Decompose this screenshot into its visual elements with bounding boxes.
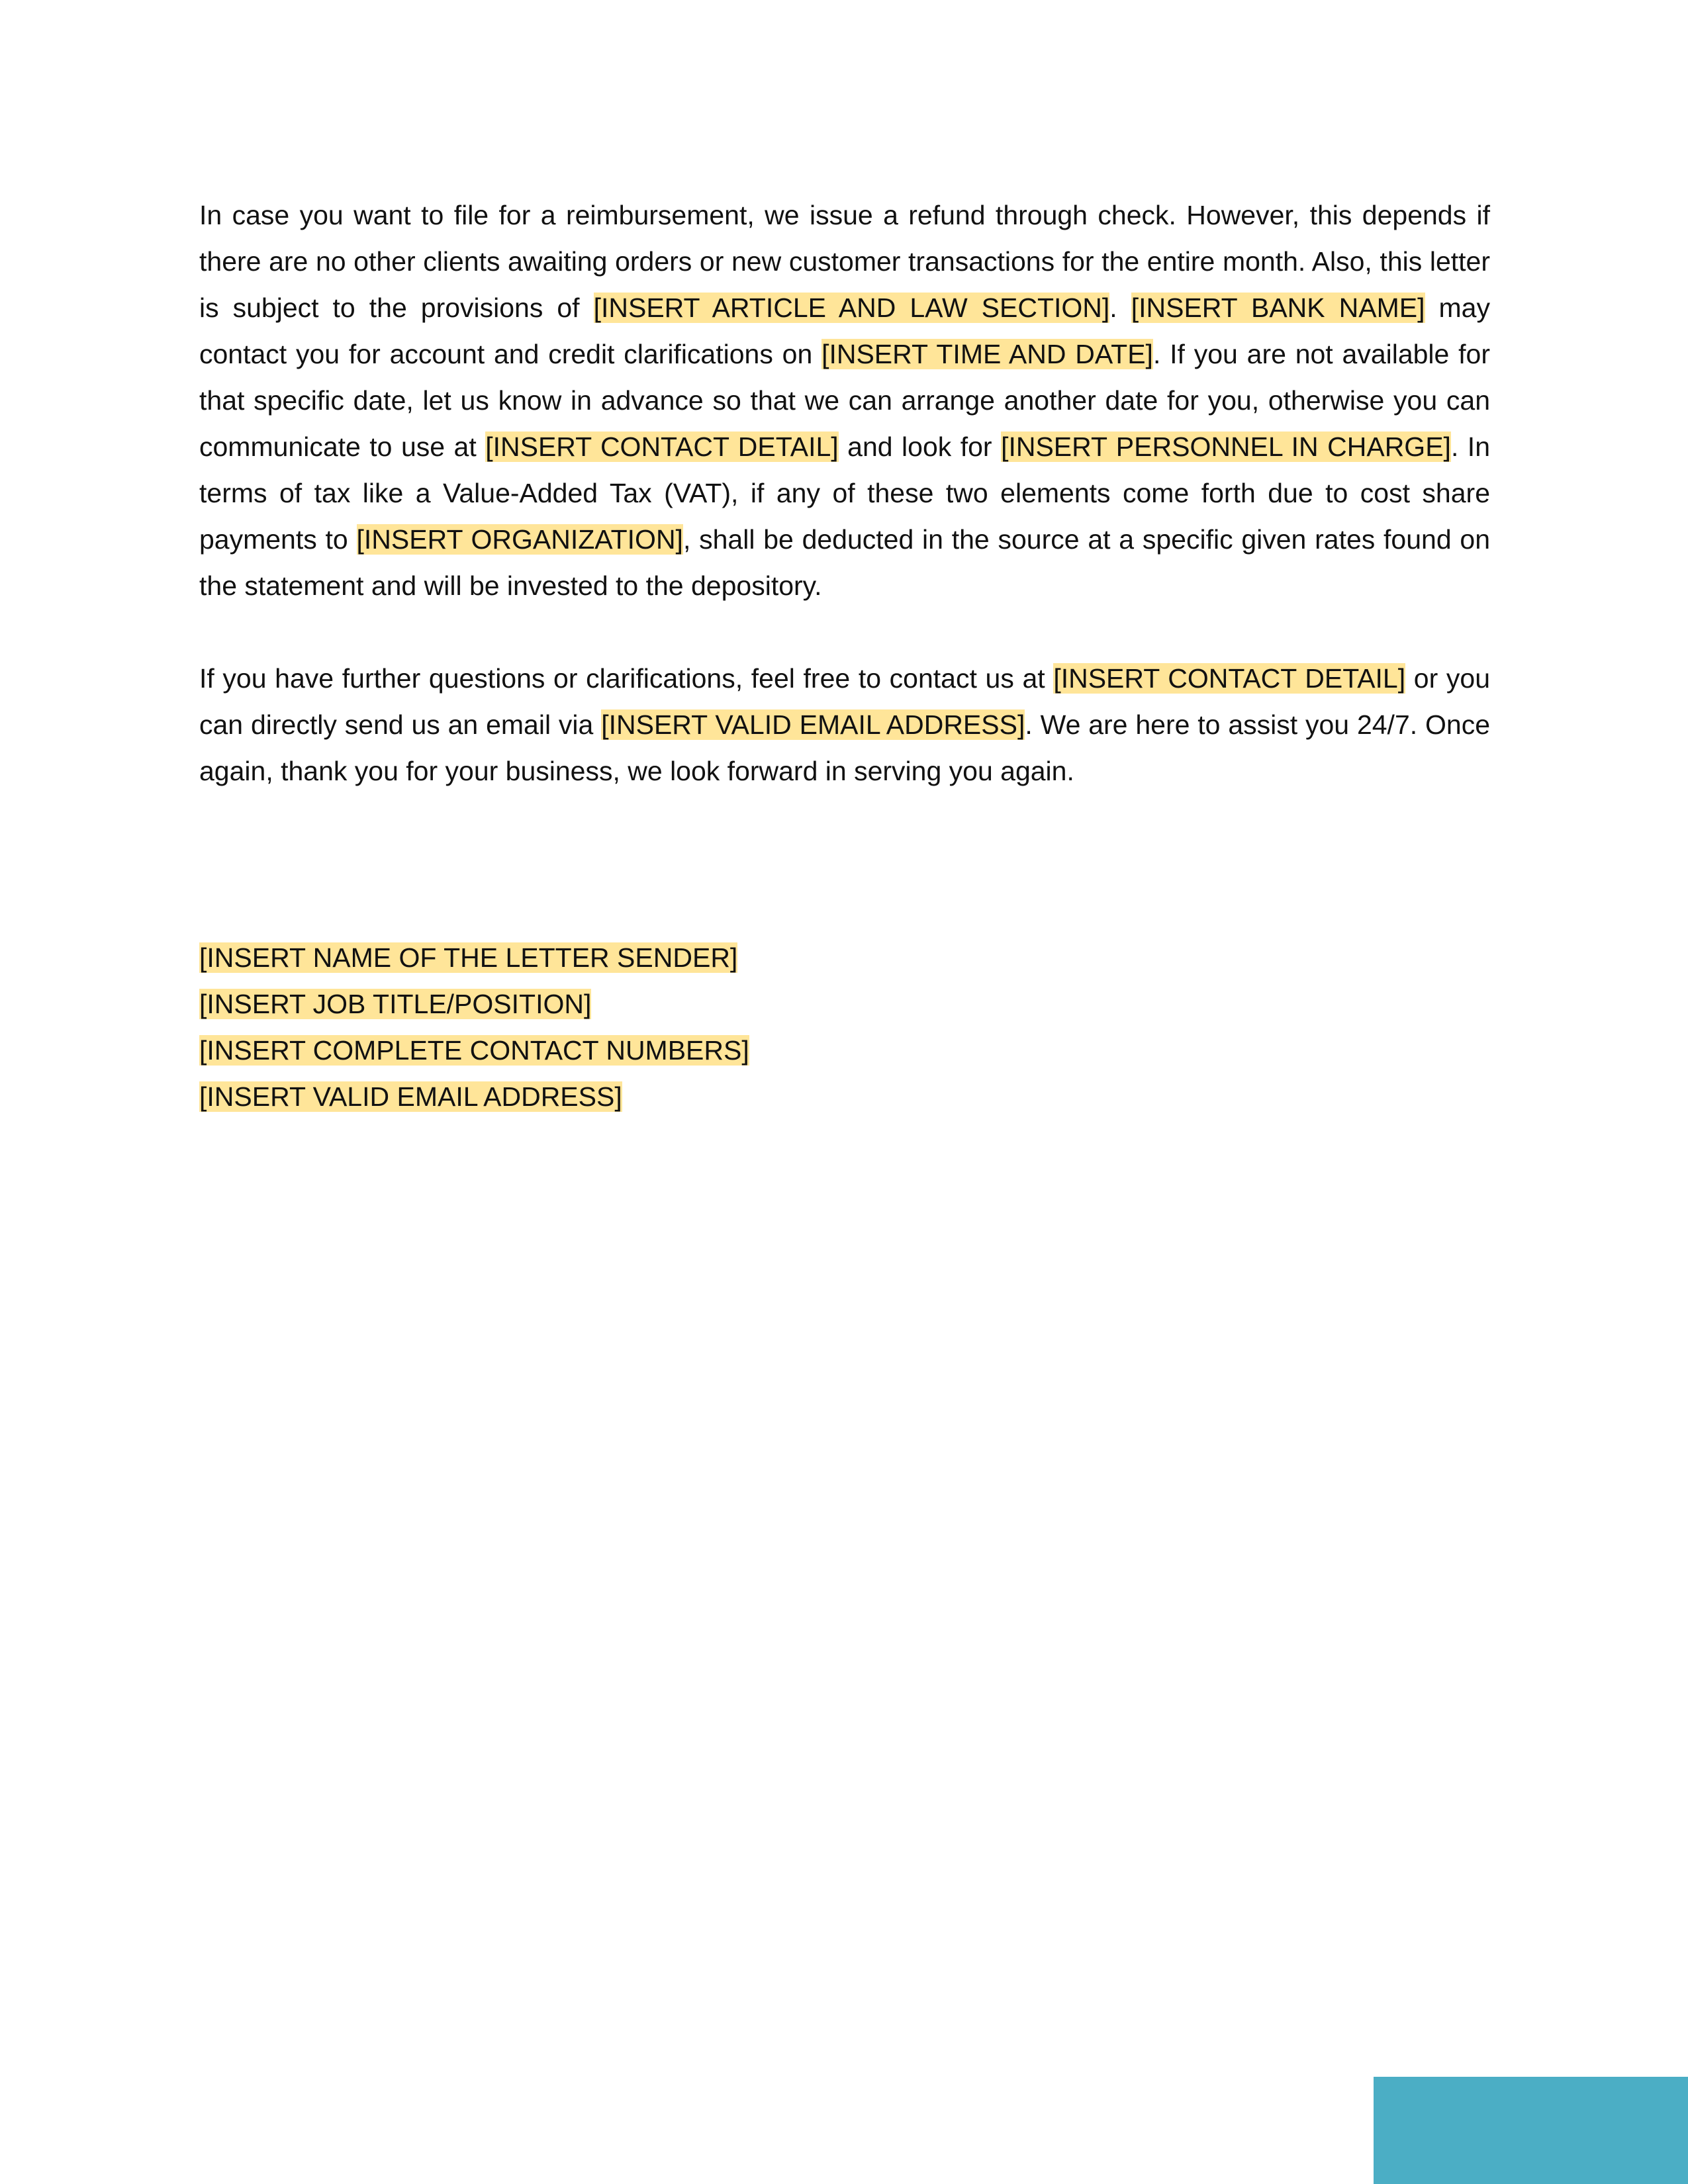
placeholder-bank-name: [INSERT BANK NAME]	[1131, 293, 1425, 323]
placeholder-organization: [INSERT ORGANIZATION]	[356, 524, 683, 555]
text-run: In case you want to file for a reimbursement, we issue a refund through check. However, this depends if there are no other clients awaiting orders or new customer transactions for the entire month. Also, this letter is subject to the provisions of	[199, 200, 1490, 323]
text-run: , shall be deducted in the source at a specific given rates found on the statement and will be invested to the depository.	[199, 524, 1491, 601]
text-run: If you have further questions or clarifications, feel free to contact us at	[199, 663, 1054, 694]
placeholder-contact-numbers: [INSERT COMPLETE CONTACT NUMBERS]	[199, 1035, 749, 1066]
signature-email-line	[199, 1073, 1490, 1120]
text-run: and look for	[838, 432, 1002, 462]
text-run: . If you are not available for that specific date, let us know in advance so that we can arrange another date for you, otherwise you can communicate to use at	[199, 339, 1491, 462]
paragraph-reimbursement	[199, 192, 1490, 609]
text-run: . We are here to assist you 24/7. Once again, thank you for your business, we look forward in serving you again.	[199, 709, 1490, 786]
signature-phone-line	[199, 1027, 1490, 1073]
text-run: or you can directly send us an email via	[199, 663, 1491, 740]
placeholder-time-and-date: [INSERT TIME AND DATE]	[821, 339, 1153, 369]
signature-name-line	[199, 934, 1490, 981]
decorative-corner-block	[1374, 2077, 1688, 2184]
placeholder-personnel-in-charge: [INSERT PERSONNEL IN CHARGE]	[1001, 432, 1451, 462]
placeholder-contact-detail: [INSERT CONTACT DETAIL]	[485, 432, 839, 462]
placeholder-contact-detail: [INSERT CONTACT DETAIL]	[1053, 663, 1406, 694]
text-run: . In terms of tax like a Value-Added Tax (VAT), if any of these two elements come forth due to cost share payments to	[199, 432, 1490, 555]
placeholder-valid-email-address: [INSERT VALID EMAIL ADDRESS]	[601, 709, 1025, 740]
text-run: may contact you for account and credit clarifications on	[199, 293, 1490, 369]
placeholder-sender-name: [INSERT NAME OF THE LETTER SENDER]	[199, 942, 738, 973]
letter-body	[199, 192, 1490, 1120]
signature-block	[199, 934, 1490, 1120]
text-run: .	[1109, 293, 1131, 323]
placeholder-email-address: [INSERT VALID EMAIL ADDRESS]	[199, 1081, 622, 1112]
placeholder-article-law-section: [INSERT ARTICLE AND LAW SECTION]	[593, 293, 1110, 323]
paragraph-contact	[199, 655, 1490, 794]
signature-title-line	[199, 981, 1490, 1027]
placeholder-job-title: [INSERT JOB TITLE/POSITION]	[199, 989, 592, 1019]
